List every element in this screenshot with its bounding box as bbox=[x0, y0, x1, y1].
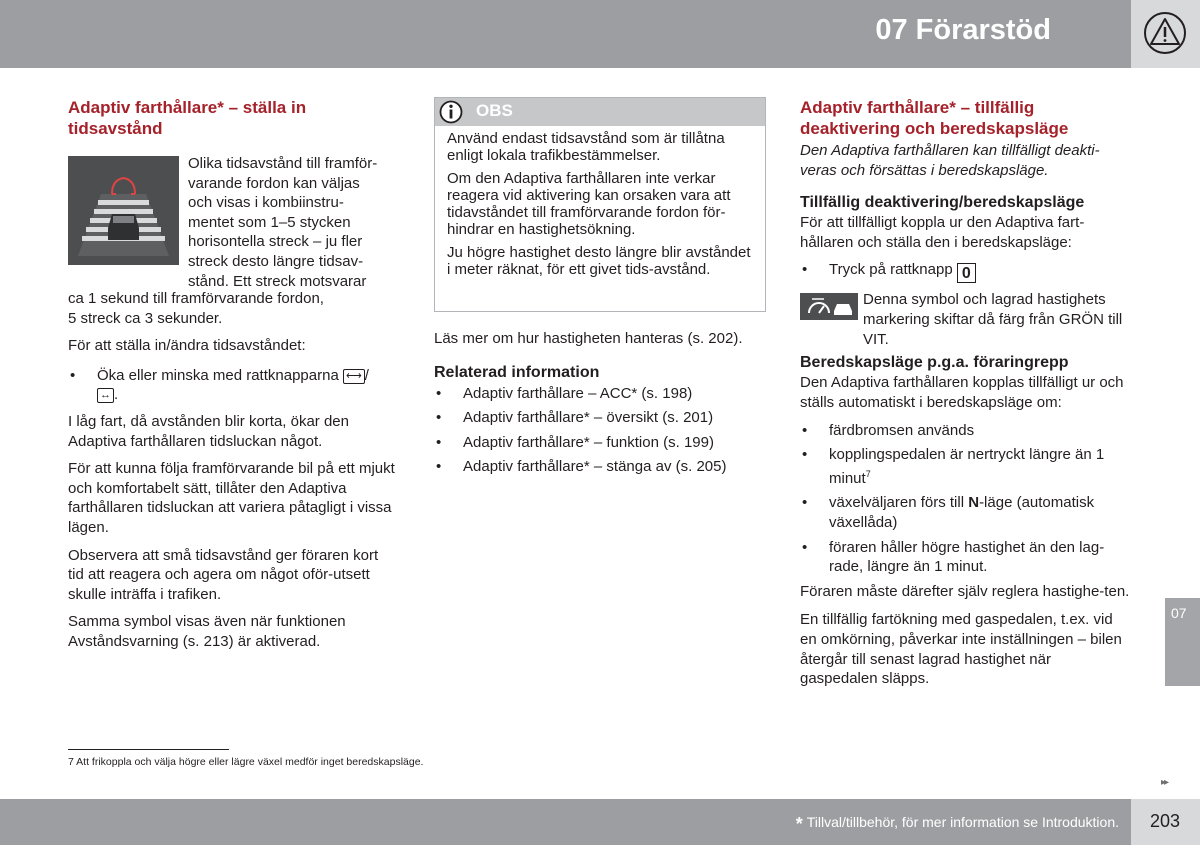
related-heading: Relaterad information bbox=[434, 363, 600, 381]
section-heading: Adaptiv farthållare* – ställa in tidsavstånd bbox=[68, 98, 307, 138]
text-line: mentet som 1–5 stycken bbox=[188, 213, 351, 231]
separator: / bbox=[364, 366, 369, 384]
list-item bbox=[68, 366, 398, 405]
list-item-text: Tryck på rattknapp bbox=[829, 261, 953, 279]
left-body bbox=[68, 289, 398, 652]
continue-arrows-icon: ▸▸ bbox=[1161, 777, 1168, 788]
obs-paragraph: Om den Adaptiva farthållaren inte verkar reagera vid aktivering kan orsaken vara att tidavståndet till framförvarande fordon för-hindrar en hastighetsökning. bbox=[447, 170, 731, 238]
asterisk: * bbox=[795, 814, 803, 834]
paragraph: Observera att små tidsavstånd ger föraren kort tid att reagera och agera om något oför-utsett skulle inträffa i trafiken. bbox=[68, 546, 379, 603]
list-item: • föraren håller högre hastighet än den lag-rade, längre än 1 minut. bbox=[800, 538, 1130, 577]
text-line: varande fordon kan väljas bbox=[188, 174, 360, 192]
list-item bbox=[800, 493, 1130, 532]
paragraph: En tillfällig fartökning med gaspedalen, t.ex. vid en omkörning, påverkar inte inställningen – bilen återgår till senast lagrad hastighet när gaspedalen släpps. bbox=[800, 611, 1122, 688]
paragraph: För att kunna följa framförvarande bil på ett mjukt och komfortabelt sätt, tillåter den Adaptiva farthållaren tidsluckan att variera påtagligt i vissa lägen. bbox=[68, 460, 395, 536]
obs-paragraph: Ju högre hastighet desto längre blir avståndet i meter räknat, för ett givet tids-avstånd. bbox=[447, 244, 751, 278]
distance-bars-illustration bbox=[68, 156, 179, 265]
related-link[interactable]: • Adaptiv farthållare* – funktion (s. 199) bbox=[434, 433, 769, 453]
footer-note-text: Tillval/tillbehör, för mer information se Introduktion. bbox=[806, 814, 1119, 830]
list-item-text: Öka eller minska med rattknapparna bbox=[97, 366, 339, 384]
subheading: Beredskapsläge p.g.a. föraringrepp bbox=[800, 354, 1069, 372]
period: . bbox=[114, 386, 119, 404]
obs-body bbox=[435, 126, 765, 278]
text-line: horisontella streck – ju fler bbox=[188, 233, 363, 251]
text-line: 5 streck ca 3 sekunder. bbox=[68, 309, 223, 327]
chapter-tab-label: 07 bbox=[1171, 605, 1187, 621]
footnote-divider bbox=[68, 749, 229, 750]
related-link[interactable]: • Adaptiv farthållare* – översikt (s. 201) bbox=[434, 408, 769, 428]
header-bar bbox=[0, 0, 1131, 68]
text-line: stånd. Ett streck motsvarar bbox=[188, 272, 367, 290]
obs-header bbox=[435, 98, 765, 126]
list-item bbox=[800, 445, 1130, 488]
obs-note-box bbox=[434, 97, 766, 312]
list-item-text: -läge (automatisk växellåda) bbox=[829, 494, 1095, 531]
related-link[interactable]: • Adaptiv farthållare* – stänga av (s. 205) bbox=[434, 457, 769, 477]
related-link[interactable]: • Adaptiv farthållare – ACC* (s. 198) bbox=[434, 384, 769, 404]
paragraph: I låg fart, då avstånden blir korta, ökar den Adaptiva farthållaren tidsluckan något. bbox=[68, 412, 349, 450]
page-number-box bbox=[1131, 799, 1200, 845]
footnote-ref: 7 bbox=[865, 468, 871, 479]
read-more-text: Läs mer om hur hastigheten hanteras (s. 202). bbox=[434, 330, 743, 347]
header-icon-box bbox=[1131, 0, 1200, 68]
list-item-text: kopplingspedalen är nertryckt längre än 1 minut bbox=[829, 446, 1105, 487]
list-item bbox=[800, 260, 1130, 283]
footer-note bbox=[796, 814, 1119, 835]
section-heading: Adaptiv farthållare* – tillfällig deaktivering och beredskapsläge bbox=[800, 98, 1069, 138]
middle-body bbox=[434, 329, 769, 477]
symbol-text: Denna symbol och lagrad hastighets markering skiftar då färg från GRÖN till VIT. bbox=[863, 291, 1123, 348]
list-item: • färdbromsen används bbox=[800, 421, 1130, 441]
footnote: 7 Att frikoppla och välja högre eller lägre växel medför inget beredskapsläge. bbox=[68, 756, 424, 768]
text-line: ca 1 sekund till framförvarande fordon, bbox=[68, 290, 324, 307]
info-icon bbox=[439, 100, 463, 124]
text-line: Olika tidsavstånd till framför- bbox=[188, 155, 378, 172]
paragraph: Samma symbol visas även när funktionen Avståndsvarning (s. 213) är aktiverad. bbox=[68, 613, 346, 650]
subheading: Tillfällig deaktivering/beredskapsläge bbox=[800, 194, 1085, 212]
paragraph: Föraren måste därefter själv reglera hastighe-ten. bbox=[800, 582, 1130, 600]
paragraph: För att ställa in/ändra tidsavståndet: bbox=[68, 337, 306, 355]
symbol-row bbox=[800, 290, 1130, 350]
steering-button-0-icon: 0 bbox=[957, 263, 976, 283]
gear-letter: N bbox=[968, 494, 980, 512]
obs-label: OBS bbox=[476, 101, 513, 120]
page-number: 203 bbox=[1150, 811, 1181, 831]
warning-triangle-icon bbox=[1142, 12, 1188, 54]
distance-decrease-key-icon: ↔ bbox=[97, 388, 114, 403]
text-line: och visas i kombiinstru- bbox=[188, 194, 344, 212]
chapter-side-tab bbox=[1165, 598, 1200, 686]
text-line: streck desto längre tidsav- bbox=[188, 252, 364, 270]
paragraph: Den Adaptiva farthållaren kopplas tillfälligt ur och ställs automatiskt i beredskapsläge om: bbox=[800, 374, 1124, 411]
footer-bar bbox=[0, 799, 1131, 845]
image-side-text bbox=[188, 154, 403, 291]
paragraph: För att tillfälligt koppla ur den Adaptiva fart-hållaren och ställa den i beredskapsläge: bbox=[800, 214, 1085, 251]
intro-text: Den Adaptiva farthållaren kan tillfälligt deakti-veras och försättas i beredskapsläge. bbox=[800, 142, 1100, 179]
list-item-text: växelväljaren förs till bbox=[829, 494, 969, 512]
speedometer-car-icon bbox=[800, 293, 858, 320]
left-column bbox=[68, 97, 398, 139]
distance-increase-key-icon: ⟷ bbox=[343, 369, 365, 384]
right-column bbox=[800, 97, 1130, 689]
chapter-title: 07 Förarstöd bbox=[875, 14, 1051, 46]
obs-paragraph: Använd endast tidsavstånd som är tillåtna enligt lokala trafikbestämmelser. bbox=[447, 130, 725, 164]
